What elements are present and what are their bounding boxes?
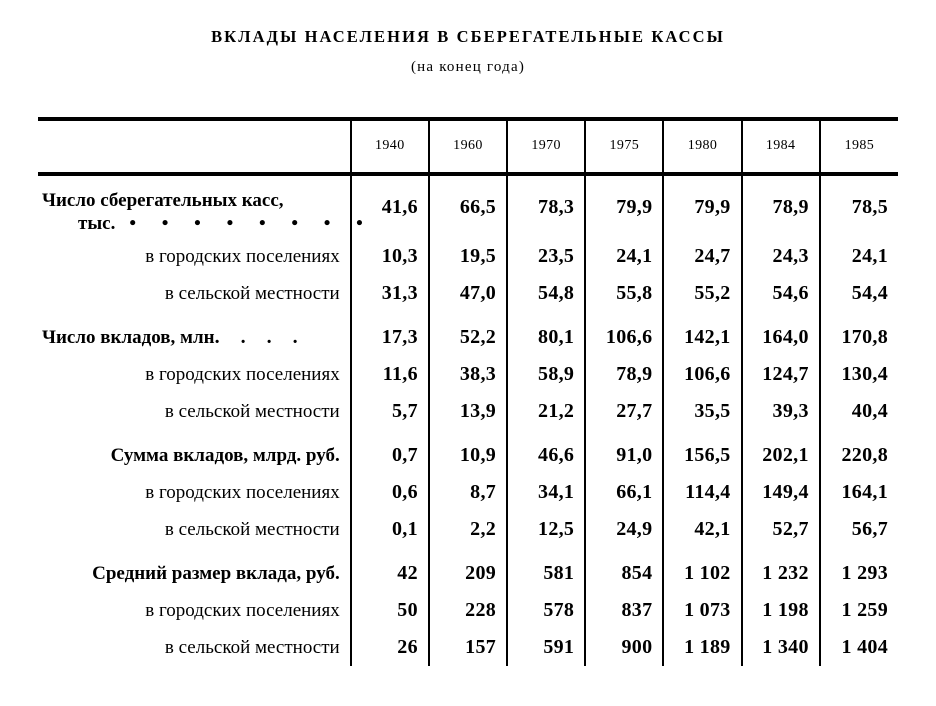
- cell-value: 854: [585, 548, 663, 592]
- cell-value: 1 259: [820, 592, 898, 629]
- table-header: [38, 121, 898, 172]
- statistics-table: [38, 117, 898, 666]
- cell-value: 34,1: [507, 474, 585, 511]
- leader-dots: • • • • • • • •: [129, 213, 374, 235]
- cell-value: 41,6: [351, 176, 429, 238]
- deposits-table: [38, 121, 898, 172]
- cell-value: 79,9: [663, 176, 741, 238]
- row-label: в сельской местности: [164, 636, 340, 658]
- row-label-cell: [38, 312, 351, 356]
- cell-value: 24,1: [585, 238, 663, 275]
- row-label: в городских поселениях: [145, 363, 340, 385]
- cell-value: 1 198: [742, 592, 820, 629]
- cell-value: 27,7: [585, 393, 663, 430]
- cell-value: 0,6: [351, 474, 429, 511]
- row-label: в сельской местности: [164, 282, 340, 304]
- cell-value: 39,3: [742, 393, 820, 430]
- table-row: [38, 393, 898, 430]
- row-label: в городских поселениях: [145, 245, 340, 267]
- cell-value: 900: [585, 629, 663, 666]
- cell-value: 24,3: [742, 238, 820, 275]
- cell-value: 170,8: [820, 312, 898, 356]
- leader-dots: . . . .: [214, 326, 306, 348]
- row-label-cell: [38, 629, 351, 666]
- cell-value: 66,1: [585, 474, 663, 511]
- cell-value: 91,0: [585, 430, 663, 474]
- cell-value: 78,9: [585, 356, 663, 393]
- header-row: [38, 121, 898, 172]
- table-row: [38, 356, 898, 393]
- cell-value: 2,2: [429, 511, 507, 548]
- cell-value: 10,9: [429, 430, 507, 474]
- cell-value: 124,7: [742, 356, 820, 393]
- cell-value: 8,7: [429, 474, 507, 511]
- cell-value: 130,4: [820, 356, 898, 393]
- stub-header: [38, 121, 351, 172]
- cell-value: 0,7: [351, 430, 429, 474]
- cell-value: 1 293: [820, 548, 898, 592]
- cell-value: 1 340: [742, 629, 820, 666]
- table-row: [38, 629, 898, 666]
- row-label-cell: [38, 393, 351, 430]
- row-label-line2: [38, 212, 374, 236]
- cell-value: 24,7: [663, 238, 741, 275]
- row-label-line2-text: тыс.: [78, 213, 116, 235]
- table-row: [38, 474, 898, 511]
- cell-value: 40,4: [820, 393, 898, 430]
- cell-value: 21,2: [507, 393, 585, 430]
- cell-value: 19,5: [429, 238, 507, 275]
- cell-value: 54,6: [742, 275, 820, 312]
- column-header-1940: 1940: [351, 121, 429, 172]
- cell-value: 11,6: [351, 356, 429, 393]
- cell-value: 1 404: [820, 629, 898, 666]
- table-body: [38, 176, 898, 666]
- cell-value: 55,2: [663, 275, 741, 312]
- cell-value: 149,4: [742, 474, 820, 511]
- cell-value: 220,8: [820, 430, 898, 474]
- cell-value: 5,7: [351, 393, 429, 430]
- row-label: в городских поселениях: [145, 481, 340, 503]
- cell-value: 12,5: [507, 511, 585, 548]
- table-row: [38, 511, 898, 548]
- row-label-cell: [38, 548, 351, 592]
- table-row: [38, 592, 898, 629]
- row-label-cell: [38, 511, 351, 548]
- cell-value: 38,3: [429, 356, 507, 393]
- cell-value: 202,1: [742, 430, 820, 474]
- cell-value: 164,1: [820, 474, 898, 511]
- cell-value: 13,9: [429, 393, 507, 430]
- cell-value: 1 189: [663, 629, 741, 666]
- cell-value: 228: [429, 592, 507, 629]
- cell-value: 581: [507, 548, 585, 592]
- cell-value: 142,1: [663, 312, 741, 356]
- cell-value: 591: [507, 629, 585, 666]
- cell-value: 157: [429, 629, 507, 666]
- cell-value: 156,5: [663, 430, 741, 474]
- row-label-cell: [38, 275, 351, 312]
- cell-value: 114,4: [663, 474, 741, 511]
- cell-value: 78,3: [507, 176, 585, 238]
- cell-value: 56,7: [820, 511, 898, 548]
- table-row: [38, 548, 898, 592]
- table-row: [38, 176, 898, 238]
- column-header-1984: 1984: [742, 121, 820, 172]
- cell-value: 26: [351, 629, 429, 666]
- cell-value: 1 102: [663, 548, 741, 592]
- cell-value: 78,5: [820, 176, 898, 238]
- cell-value: 79,9: [585, 176, 663, 238]
- row-label-cell: [38, 430, 351, 474]
- cell-value: 10,3: [351, 238, 429, 275]
- row-label-cell: [38, 474, 351, 511]
- cell-value: 1 073: [663, 592, 741, 629]
- row-label: в городских поселениях: [145, 599, 340, 621]
- cell-value: 58,9: [507, 356, 585, 393]
- cell-value: 164,0: [742, 312, 820, 356]
- row-label: в сельской местности: [164, 400, 340, 422]
- row-label-cell: [38, 592, 351, 629]
- cell-value: 52,2: [429, 312, 507, 356]
- cell-value: 47,0: [429, 275, 507, 312]
- cell-value: 31,3: [351, 275, 429, 312]
- table-row: [38, 238, 898, 275]
- column-header-1970: 1970: [507, 121, 585, 172]
- cell-value: 66,5: [429, 176, 507, 238]
- cell-value: 106,6: [663, 356, 741, 393]
- cell-value: 24,9: [585, 511, 663, 548]
- cell-value: 54,8: [507, 275, 585, 312]
- column-header-1980: 1980: [663, 121, 741, 172]
- row-label-cell: [38, 356, 351, 393]
- cell-value: 35,5: [663, 393, 741, 430]
- cell-value: 106,6: [585, 312, 663, 356]
- cell-value: 17,3: [351, 312, 429, 356]
- column-header-1975: 1975: [585, 121, 663, 172]
- table-row: [38, 312, 898, 356]
- cell-value: 578: [507, 592, 585, 629]
- deposits-table-body: [38, 176, 898, 666]
- column-header-1985: 1985: [820, 121, 898, 172]
- column-header-1960: 1960: [429, 121, 507, 172]
- page: [0, 27, 936, 706]
- cell-value: 46,6: [507, 430, 585, 474]
- cell-value: 55,8: [585, 275, 663, 312]
- cell-value: 52,7: [742, 511, 820, 548]
- table-row: [38, 275, 898, 312]
- cell-value: 209: [429, 548, 507, 592]
- row-label-cell: [38, 238, 351, 275]
- table-row: [38, 430, 898, 474]
- row-label: Сумма вкладов, млрд. руб.: [110, 444, 340, 466]
- row-label: Число вкладов, млн: [42, 327, 215, 348]
- page-title: ВКЛАДЫ НАСЕЛЕНИЯ В СБЕРЕГАТЕЛЬНЫЕ КАССЫ: [211, 27, 725, 46]
- cell-value: 80,1: [507, 312, 585, 356]
- page-subtitle: (на конец года): [410, 59, 526, 75]
- cell-value: 78,9: [742, 176, 820, 238]
- row-label-cell: [38, 176, 374, 238]
- cell-value: 50: [351, 592, 429, 629]
- cell-value: 42: [351, 548, 429, 592]
- cell-value: 42,1: [663, 511, 741, 548]
- row-label: Средний размер вклада, руб.: [92, 562, 340, 584]
- cell-value: 837: [585, 592, 663, 629]
- cell-value: 23,5: [507, 238, 585, 275]
- cell-value: 1 232: [742, 548, 820, 592]
- cell-value: 54,4: [820, 275, 898, 312]
- cell-value: 24,1: [820, 238, 898, 275]
- row-label-line1: Число сберегательных касс,: [42, 189, 284, 211]
- row-label: в сельской местности: [164, 518, 340, 540]
- cell-value: 0,1: [351, 511, 429, 548]
